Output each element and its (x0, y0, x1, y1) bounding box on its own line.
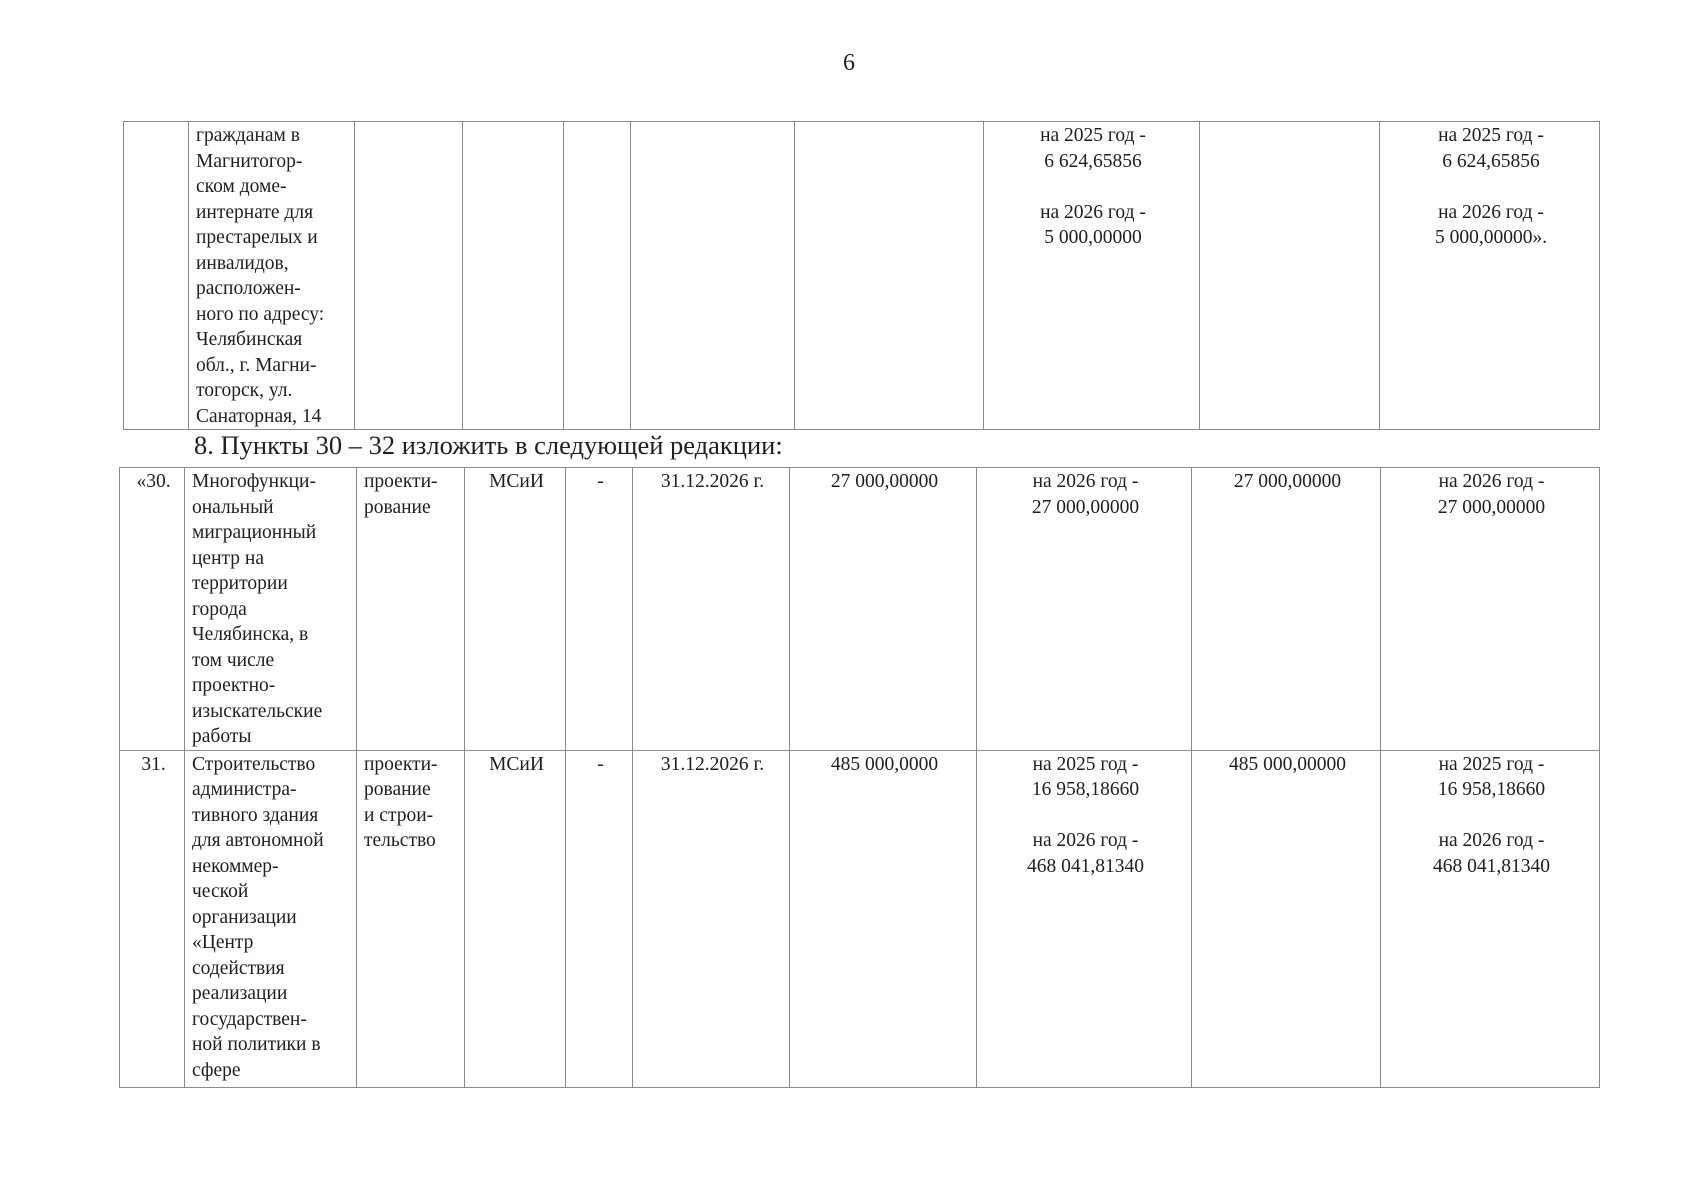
cell-number (124, 122, 189, 430)
table-row (120, 468, 1600, 751)
cell-number: «30. (120, 468, 185, 751)
cell-financing: на 2025 год - 16 958,18660 на 2026 год - 468 041,81340 (1381, 750, 1600, 1087)
cell-number: 31. (120, 750, 185, 1087)
cell-object-name: гражданам в Магнитогор- ском доме- интернате для престарелых и инвалидов, расположен- ного по адресу: Челябинская обл., г. Магни- тогорск, ул. Санаторная, 14 (189, 122, 355, 430)
section-heading: 8. Пункты 30 – 32 изложить в следующей редакции: (194, 430, 783, 460)
cell-capacity: - (566, 468, 633, 751)
cell-stage: проекти- рование (357, 468, 465, 751)
cell-stage (355, 122, 463, 430)
cell-total: 27 000,00000 (1192, 468, 1381, 751)
cell-limits: на 2025 год - 16 958,18660 на 2026 год - 468 041,81340 (977, 750, 1192, 1087)
cell-deadline (631, 122, 795, 430)
amendment-table (119, 467, 1600, 1088)
cell-deadline: 31.12.2026 г. (633, 750, 790, 1087)
continued-table (123, 121, 1600, 430)
cell-customer: МСиИ (465, 468, 566, 751)
table-row (124, 122, 1600, 430)
cell-deadline: 31.12.2026 г. (633, 468, 790, 751)
cell-total (1200, 122, 1380, 430)
cell-customer (463, 122, 564, 430)
cell-capacity: - (566, 750, 633, 1087)
cell-estimated-cost (795, 122, 984, 430)
cell-total: 485 000,00000 (1192, 750, 1381, 1087)
cell-financing: на 2026 год - 27 000,00000 (1381, 468, 1600, 751)
cell-customer: МСиИ (465, 750, 566, 1087)
page-number: 6 (843, 50, 855, 76)
cell-limits: на 2026 год - 27 000,00000 (977, 468, 1192, 751)
cell-financing: на 2025 год - 6 624,65856 на 2026 год - 5 000,00000». (1380, 122, 1600, 430)
cell-estimated-cost: 485 000,0000 (790, 750, 977, 1087)
cell-limits: на 2025 год - 6 624,65856 на 2026 год - 5 000,00000 (984, 122, 1200, 430)
cell-capacity (564, 122, 631, 430)
cell-stage: проекти- рование и строи- тельство (357, 750, 465, 1087)
cell-object-name: Строительство администра- тивного здания для автономной некоммер- ческой организации «Центр содействия реализации государствен- ной политики в сфере (185, 750, 357, 1087)
cell-estimated-cost: 27 000,00000 (790, 468, 977, 751)
table-row (120, 750, 1600, 1087)
cell-object-name: Многофункци- ональный миграционный центр на территории города Челябинска, в том числе проектно- изыскательские работы (185, 468, 357, 751)
